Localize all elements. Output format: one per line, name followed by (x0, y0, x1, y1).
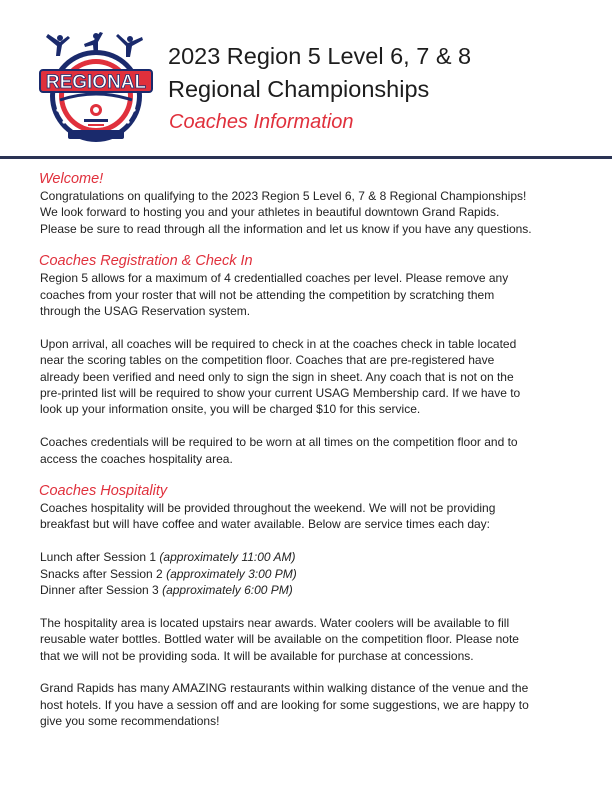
hospitality-line: host hotels. If you have a session off and are looking for some suggestions, we are happy to (40, 697, 529, 712)
meal-time: (approximately 6:00 PM) (162, 583, 293, 598)
header-divider (0, 156, 612, 159)
title-line-1: 2023 Region 5 Level 6, 7 & 8 (168, 43, 472, 69)
meal-item (40, 582, 580, 598)
registration-line: Coaches credentials will be required to be worn at all times on the competition floor and to (40, 435, 518, 450)
registration-line: look up your information onsite, you will be charged $10 for this service. (40, 402, 421, 417)
hospitality-line: reusable water bottles. Bottled water will be available on the competition floor. Please note (40, 632, 519, 647)
hospitality-line: give you some recommendations! (40, 714, 220, 729)
registration-line: already been verified and need only to sign the sign in sheet. Any coach that is not on the (40, 369, 514, 384)
meal-label: Dinner after Session 3 (40, 583, 159, 598)
title-line-2: Regional Championships (168, 76, 430, 102)
meal-label: Snacks after Session 2 (40, 566, 163, 581)
hospitality-line: Grand Rapids has many AMAZING restaurants within walking distance of the venue and the (40, 681, 529, 696)
meal-item (40, 549, 580, 565)
hospitality-line: that we will not be providing soda. It will be available for purchase at concessions. (40, 648, 474, 663)
registration-line: coaches from your roster that will not be attending the competition by scratching them (40, 287, 495, 302)
welcome-line: We look forward to hosting you and your athletes in beautiful downtown Grand Rapids. (40, 205, 500, 220)
meal-time: (approximately 3:00 PM) (166, 566, 297, 581)
document-body (40, 168, 580, 730)
meal-item (40, 566, 580, 582)
registration-line: access the coaches hospitality area. (40, 451, 233, 466)
registration-line: Upon arrival, all coaches will be required to check in at the coaches check in table located (40, 336, 517, 351)
registration-line: Region 5 allows for a maximum of 4 credentialled coaches per level. Please remove any (40, 271, 509, 286)
registration-heading: Coaches Registration & Check In (39, 253, 253, 270)
logo-text: REGIONAL (45, 72, 147, 93)
meal-label: Lunch after Session 1 (40, 550, 157, 565)
meal-time: (approximately 11:00 AM) (159, 550, 296, 565)
hospitality-heading: Coaches Hospitality (39, 483, 168, 500)
page-title (168, 40, 471, 106)
regional-championships-logo (38, 30, 154, 146)
hospitality-line: The hospitality area is located upstairs near awards. Water coolers will be available to fill (40, 615, 510, 630)
hospitality-line: Coaches hospitality will be provided throughout the weekend. We will not be providing (40, 501, 496, 516)
hospitality-line: breakfast but will have coffee and water available. Below are service times each day: (40, 517, 491, 532)
welcome-line: Congratulations on qualifying to the 2023 Region 5 Level 6, 7 & 8 Regional Championships! (40, 189, 527, 203)
registration-line: pre-printed list will be required to show your current USAG Membership card. If we have to (40, 386, 521, 401)
welcome-heading: Welcome! (39, 171, 104, 187)
page-subtitle: Coaches Information (169, 111, 354, 133)
registration-line: near the scoring tables on the competition floor. Coaches that are pre-registered have (40, 353, 495, 368)
registration-line: through the USAG Reservation system. (40, 304, 251, 319)
welcome-line: Please be sure to read through all the information and let us know if you have any questions. (40, 221, 532, 236)
